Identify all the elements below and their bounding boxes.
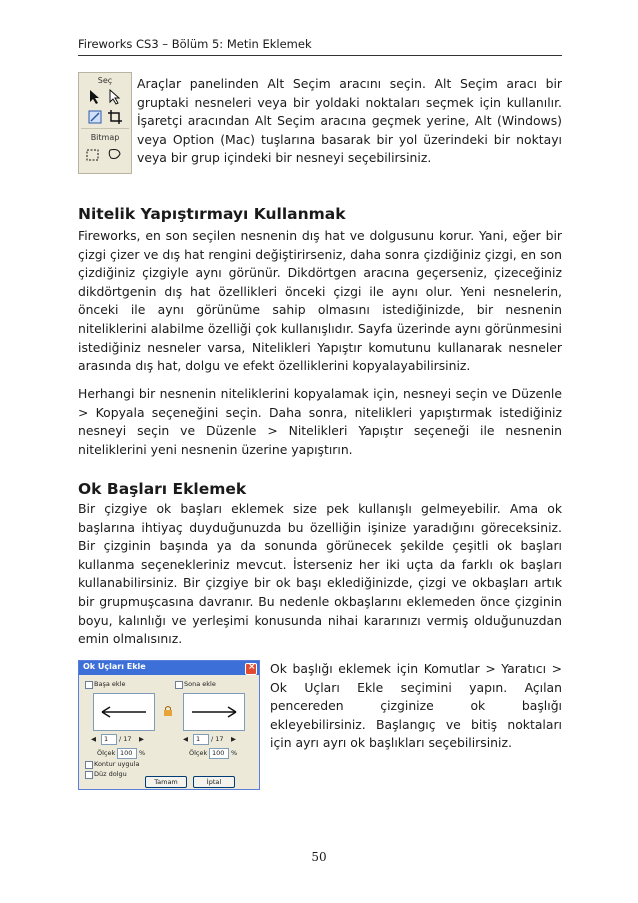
tools-panel-image xyxy=(78,72,132,174)
end-label: Sona ekle xyxy=(184,680,216,688)
panel-divider xyxy=(81,128,129,129)
next-end-icon: ▶ xyxy=(231,735,236,743)
page-number: 50 xyxy=(311,850,327,864)
pointer-icon xyxy=(87,89,103,105)
select-section-label: Seç xyxy=(97,76,113,85)
header-divider xyxy=(78,55,562,56)
fill-label: Düz dolgu xyxy=(94,770,127,778)
start-scale-label: Ölçek xyxy=(97,749,116,757)
crop-icon xyxy=(107,109,123,125)
start-scale-field: 100 xyxy=(117,748,137,759)
dialog-title: Ok Uçları Ekle xyxy=(83,662,146,671)
cancel-button: İptal xyxy=(193,776,235,788)
intro-paragraph: Araçlar panelinden Alt Seçim aracını seçin. Alt Seçim aracı bir gruptaki nesneleri veya bir yoldaki noktaları seçmek için kullanılır. İşaretçi aracından Alt Seçim aracına geçmek yerine, Alt (Windows) veya Option (Mac) tuşlarına basarak bir yol üzerindeki bir noktayı veya bir grup içindeki bir nesneyi seçebilirsiniz. xyxy=(137,76,562,166)
end-scale-label: Ölçek xyxy=(189,749,208,757)
contour-label: Kontur uygula xyxy=(94,760,140,768)
running-header: Fireworks CS3 – Bölüm 5: Metin Eklemek xyxy=(78,37,312,51)
end-scale-field: 100 xyxy=(209,748,229,759)
prev-start-icon: ◀ xyxy=(91,735,96,743)
lock-icon xyxy=(161,705,175,717)
end-total: / 17 xyxy=(211,735,224,743)
contour-checkbox xyxy=(85,761,93,769)
lasso-icon xyxy=(107,147,123,163)
arrowheads-instruction-paragraph: Ok başlığı eklemek için Komutlar > Yaratıcı > Ok Uçları Ekle seçimini yapın. Açılan pencereden çizginize ok başlığı ekleyebilirsiniz. Başlangıç ve bitiş noktaları için ayrı ayrı ok başlıkları seçebilirsiniz. xyxy=(270,661,562,751)
start-arrow-preview xyxy=(93,693,155,731)
scale-icon xyxy=(87,109,103,125)
start-checkbox xyxy=(85,681,93,689)
left-arrow-icon xyxy=(94,694,154,730)
end-index-field: 1 xyxy=(193,734,209,745)
section1-paragraph-2: Herhangi bir nesnenin niteliklerini kopyalamak için, nesneyi seçin ve Düzenle > Kopyala seçeneğini seçin. Daha sonra, nitelikleri yapıştırmak istediğiniz nesneyi seçin ve Düzenle > Nitelikleri Yapıştır seçeneği ile nesnenin niteliklerini yeni nesnenin üzerine yapıştırın. xyxy=(78,386,562,457)
section2-paragraph: Bir çizgiye ok başları eklemek size pek kullanışlı gelmeyebilir. Ama ok başlarına ihtiyaç duyduğunuzda bu özelliğin işinize yaradığını göreceksiniz. Bir çizginin başında ya da sonunda görünecek şekilde çeşitli ok başları kullanma seçenekleriniz mevcut. İsterseniz her iki uçta da farklı ok başları kullanabilirsiniz. Bir çizgiye bir ok başı eklediğinizde, çizgi ve okbaşları artık bir grupmuşcasına davranır. Bu nedenle okbaşlarını eklemeden önce çizginin boyu, kalınlığı ve yerleşimi konusunda nihai kararınızı vermiş olduğunuzdan emin olmalısınız. xyxy=(78,501,562,647)
marquee-icon xyxy=(85,147,101,163)
start-label: Başa ekle xyxy=(94,680,126,688)
subselect-icon xyxy=(107,89,123,105)
ok-button: Tamam xyxy=(145,776,187,788)
end-arrow-preview xyxy=(183,693,245,731)
right-arrow-icon xyxy=(184,694,244,730)
section1-paragraph-1: Fireworks, en son seçilen nesnenin dış hat ve dolgusunu korur. Yani, eğer bir çizgi çizer ve dış hat rengini değiştirirseniz, daha sonra çizdiğiniz çizgi, en son çizdiğiniz çizgiyle aynı görünür. Dikdörtgen aracına geçerseniz, çizeceğiniz dikdörtgenin dış hat özellikleri önceki çizgi ile aynı olur. Yeni nesnelerin, önceki ile aynı görünüme sahip olmasını istediğinizde, bir nesnenin niteliklerini alabilme özelliği çok kullanışlıdır. Sayfa üzerinde aynı görünmesini istediğiniz nesneler varsa, Nitelikleri Yapıştır komutunu kullanarak nesneler arasında dış hat, dolgu ve efekt özelliklerini kopyalayabilirsiniz. xyxy=(78,228,562,374)
fill-checkbox xyxy=(85,771,93,779)
next-start-icon: ▶ xyxy=(139,735,144,743)
prev-end-icon: ◀ xyxy=(183,735,188,743)
dialog-titlebar xyxy=(79,661,259,675)
start-scale-unit: % xyxy=(139,749,146,757)
start-index-field: 1 xyxy=(101,734,117,745)
bitmap-section-label: Bitmap xyxy=(90,133,120,142)
section-heading-attributes: Nitelik Yapıştırmayı Kullanmak xyxy=(78,205,346,223)
end-checkbox xyxy=(175,681,183,689)
close-icon: × xyxy=(245,663,257,675)
arrowheads-dialog-image xyxy=(78,660,260,790)
section-heading-arrowheads: Ok Başları Eklemek xyxy=(78,480,247,498)
start-total: / 17 xyxy=(119,735,132,743)
end-scale-unit: % xyxy=(231,749,238,757)
